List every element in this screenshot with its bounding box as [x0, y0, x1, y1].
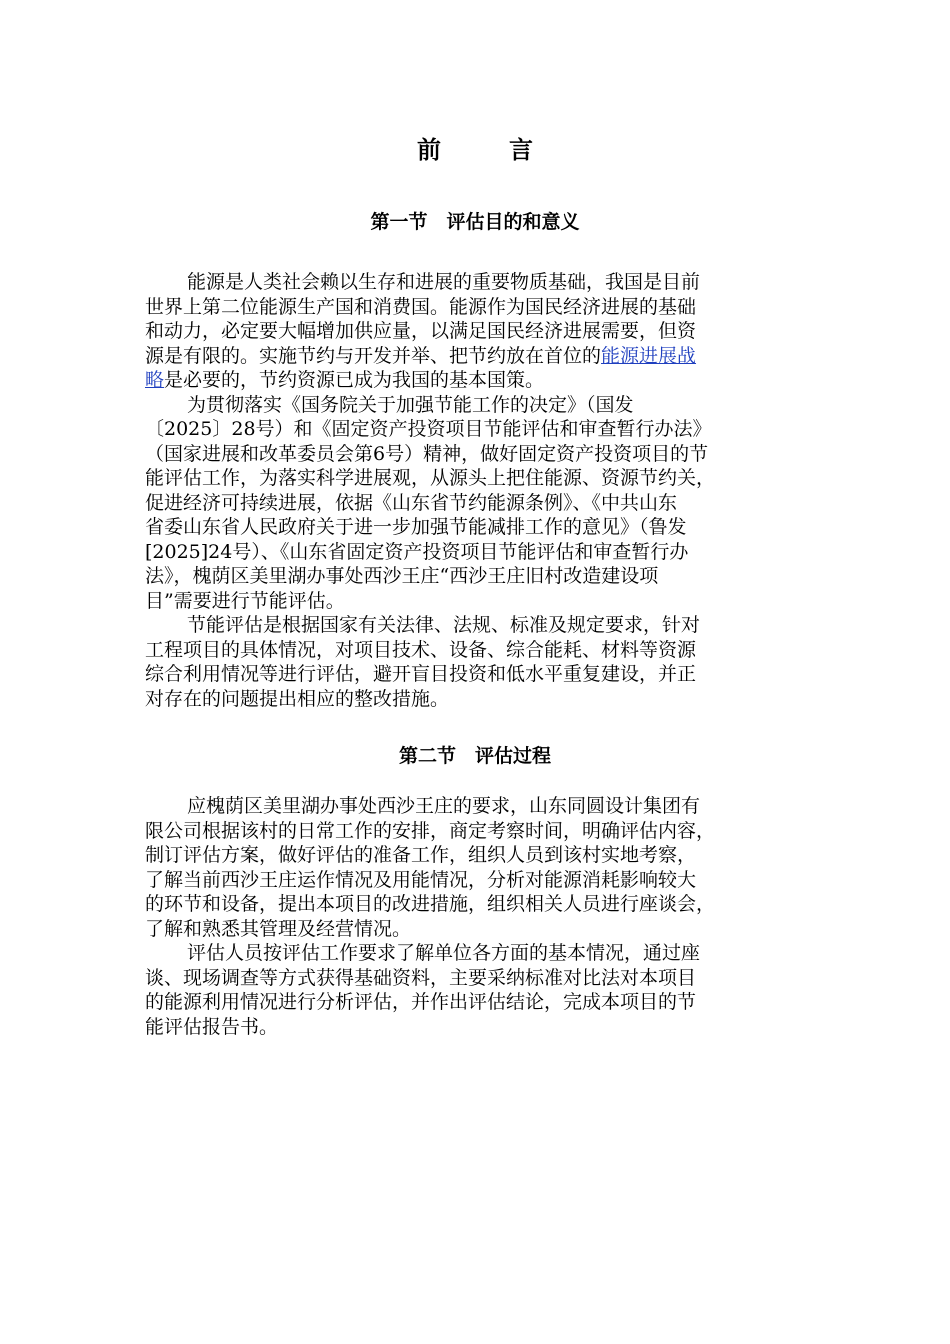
text-segment: 是必要的，节约资源已成为我国的基本国策。 [164, 369, 545, 391]
text-line: 世界上第二位能源生产国和消费国。能源作为国民经济进展的基础 [145, 295, 697, 318]
text-line: 制订评估方案，做好评估的准备工作，组织人员到该村实地考察， [145, 844, 697, 866]
text-line: 〔2025〕28号）和《固定资产投资项目节能评估和审查暂行办法》 [145, 418, 712, 440]
text-line: 的环节和设备，提出本项目的改进措施，组织相关人员进行座谈会， [145, 893, 716, 915]
text-line: 能源是人类社会赖以生存和进展的重要物质基础，我国是目前 [187, 271, 701, 293]
text-line: 的能源利用情况进行分析评估，并作出评估结论，完成本项目的节 [145, 991, 697, 1013]
text-line: 限公司根据该村的日常工作的安排，商定考察时间，明确评估内容， [145, 819, 716, 842]
text-line: 了解当前西沙王庄运作情况及用能情况，分析对能源消耗影响较大 [145, 868, 697, 891]
text-line: 促进经济可持续进展，依据《山东省节约能源条例》、《中共山东 [145, 491, 678, 514]
section-body-purpose [145, 270, 825, 711]
section-heading-process: 第二节 评估过程 [398, 745, 551, 767]
energy-strategy-link-continued[interactable]: 略 [145, 369, 165, 391]
section-heading-purpose: 第一节 评估目的和意义 [370, 211, 580, 233]
text-line: 省委山东省人民政府关于进一步加强节能减排工作的意见》（鲁发 [145, 516, 687, 538]
text-line: [2025]24号）、《山东省固定资产投资项目节能评估和审查暂行办 [145, 540, 689, 563]
text-line: 能评估工作，为落实科学进展观，从源头上把住能源、资源节约关， [145, 467, 716, 489]
text-line: 了解和熟悉其管理及经营情况。 [145, 917, 412, 940]
text-line: 评估人员按评估工作要求了解单位各方面的基本情况，通过座 [187, 942, 701, 964]
text-line-with-link [145, 368, 825, 393]
text-line: 目”需要进行节能评估。 [145, 589, 345, 612]
text-line: 能评估报告书。 [145, 1015, 279, 1038]
text-line: 法》，槐荫区美里湖办事处西沙王庄“西沙王庄旧村改造建设项 [145, 565, 659, 587]
text-line: 节能评估是根据国家有关法律、法规、标准及规定要求，针对 [187, 614, 701, 636]
text-line: 对存在的问题提出相应的整改措施。 [145, 687, 450, 710]
text-line: 为贯彻落实《国务院关于加强节能工作的决定》（国发 [187, 393, 634, 416]
energy-strategy-link[interactable]: 能源进展战 [601, 344, 697, 367]
text-segment: 源是有限的。实施节约与开发并举、把节约放在首位的 [145, 344, 602, 367]
text-line: （国家进展和改革委员会第6号）精神，做好固定资产投资项目的节 [145, 442, 709, 465]
text-line: 工程项目的具体情况，对项目技术、设备、综合能耗、材料等资源 [145, 638, 697, 661]
text-line: 应槐荫区美里湖办事处西沙王庄的要求，山东同圆设计集团有 [187, 795, 701, 817]
text-line-with-link [145, 344, 825, 369]
section-body-process [145, 794, 825, 1039]
text-line: 综合利用情况等进行评估，避开盲目投资和低水平重复建设，并正 [145, 663, 697, 685]
text-line: 和动力，必定要大幅增加供应量，以满足国民经济进展需要，但资 [145, 320, 697, 342]
text-line: 谈、现场调查等方式获得基础资料，主要采纳标准对比法对本项目 [145, 966, 697, 989]
page-title: 前 言 [417, 136, 555, 164]
